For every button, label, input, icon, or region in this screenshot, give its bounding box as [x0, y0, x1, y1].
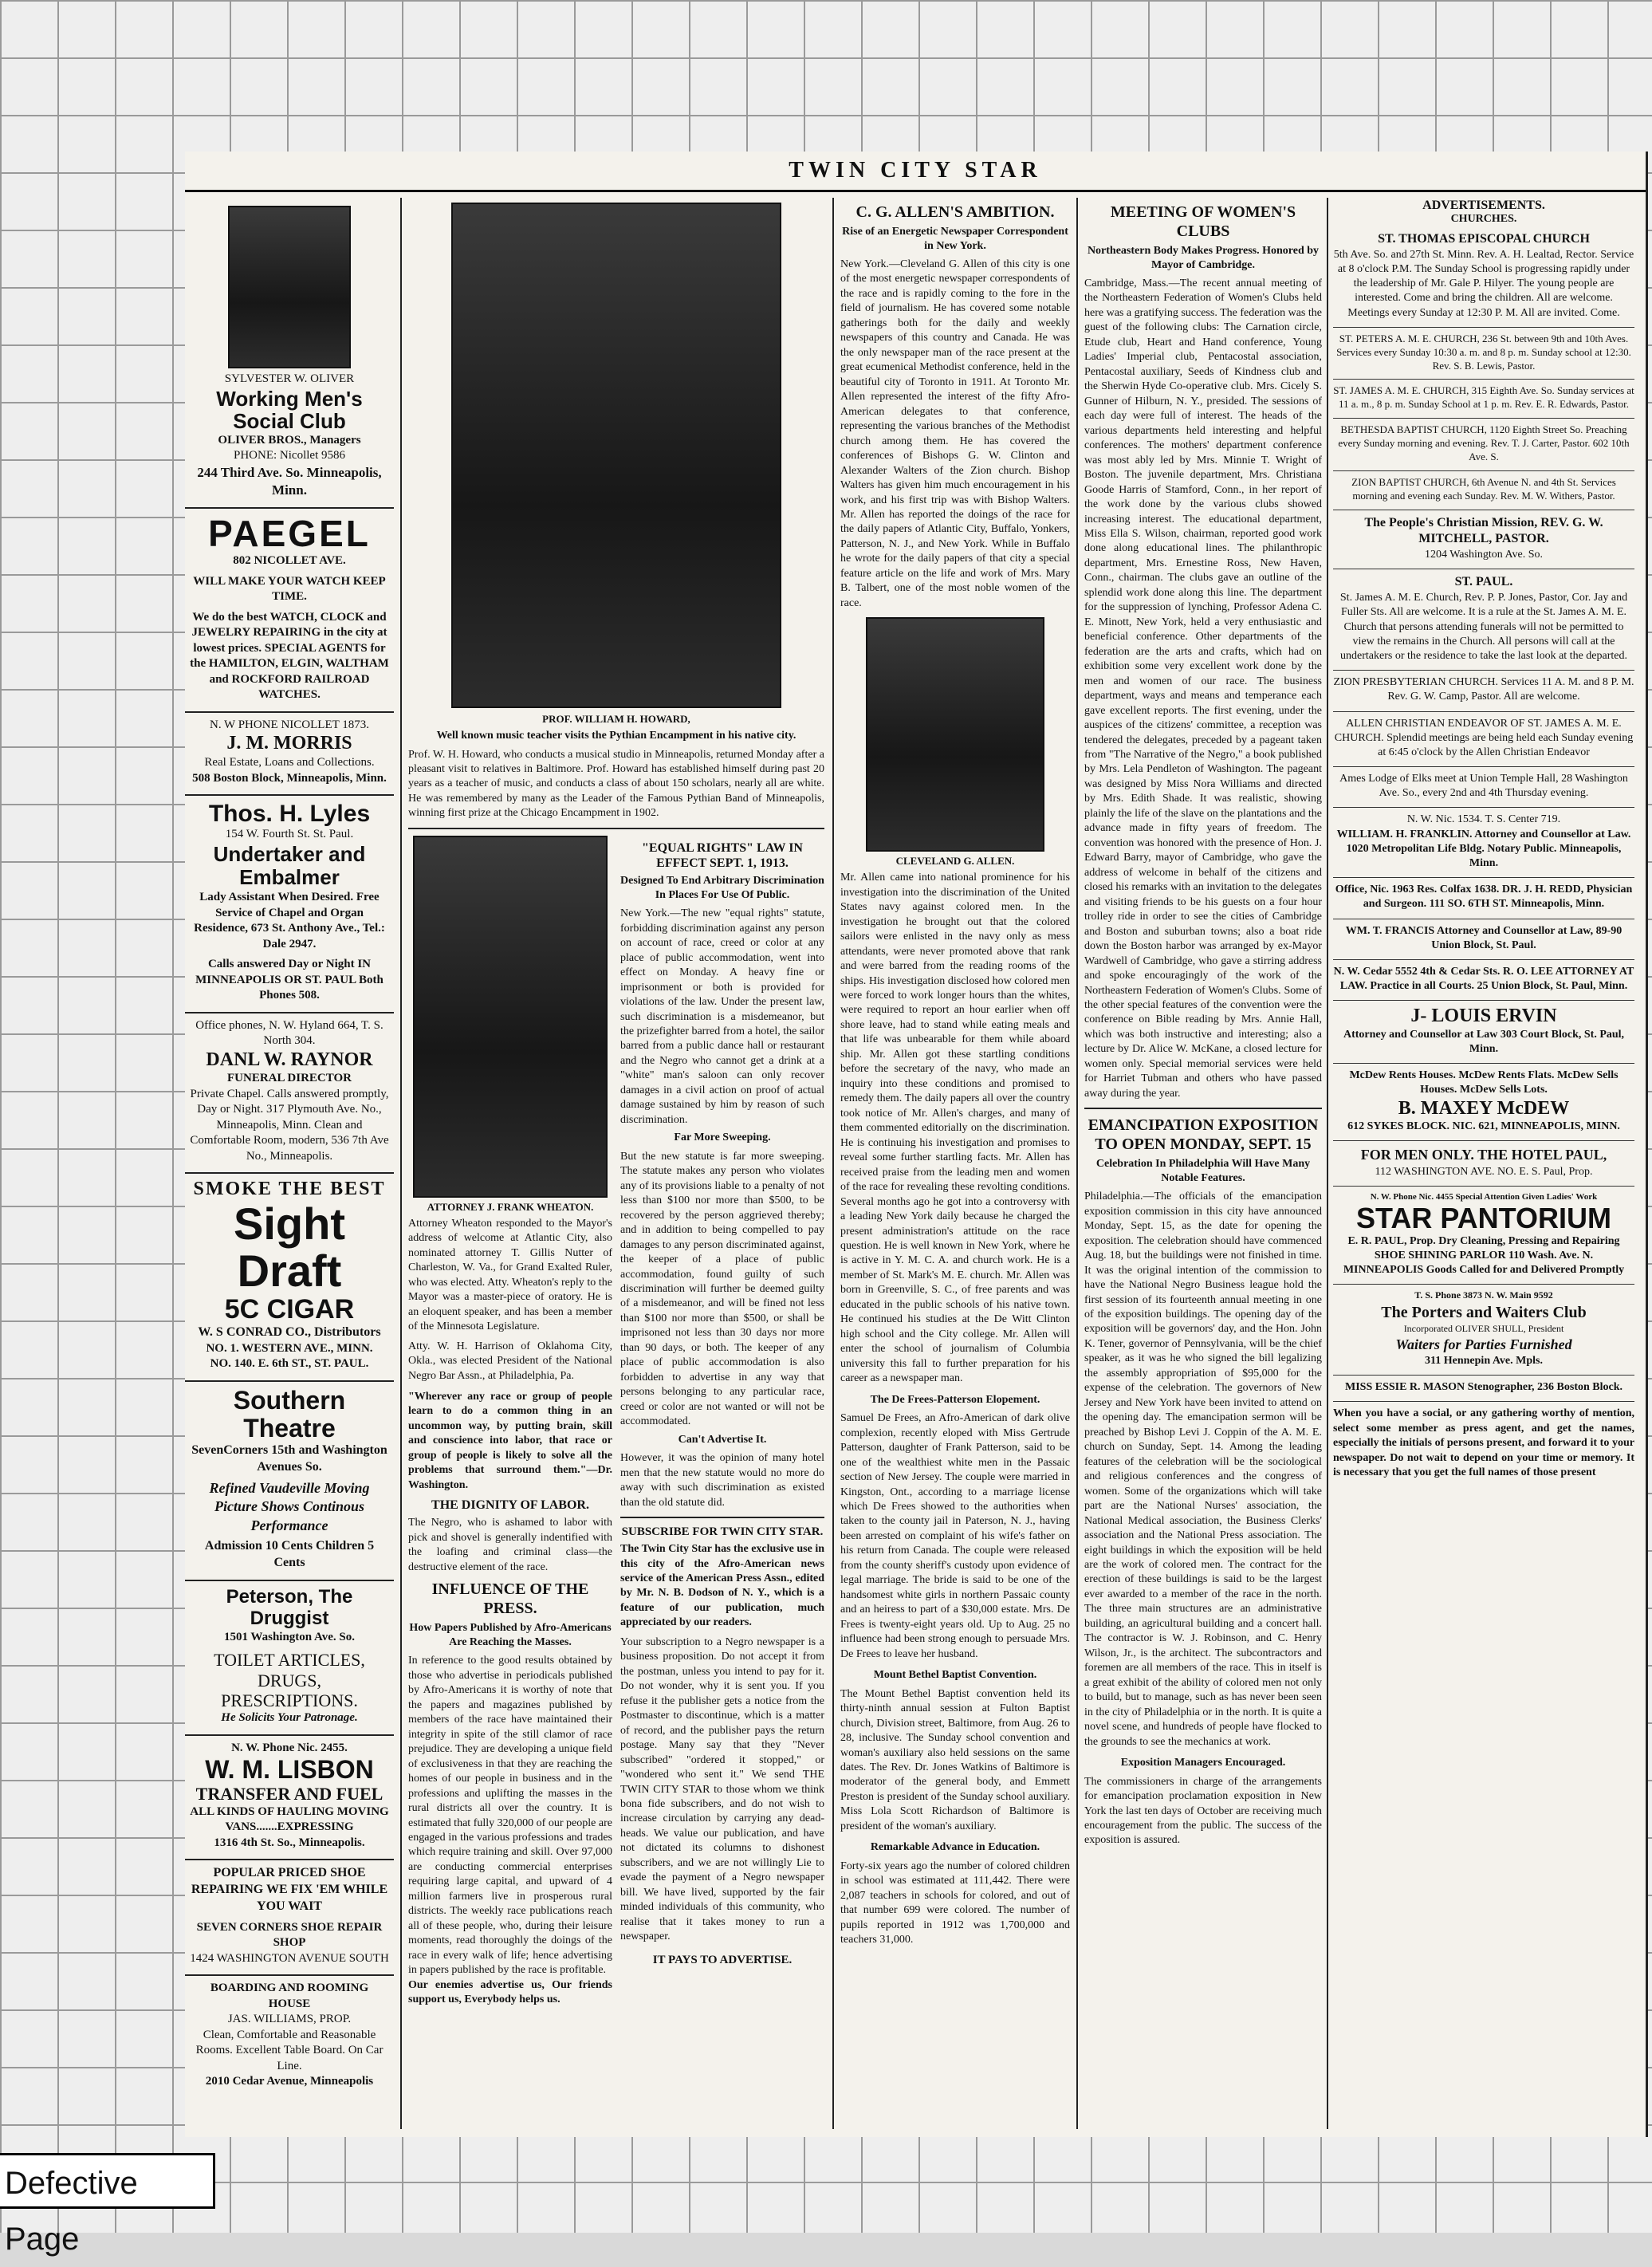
ad-title: W. M. LISBON — [205, 1755, 374, 1785]
ad-address: 508 Boston Block, Minneapolis, Minn. — [192, 771, 387, 785]
ad-theatre — [185, 1382, 394, 1581]
article-body: In reference to the good results obtained by those who advertise in periodicals published by Afro-Americans it is worthy of note that the papers and magazines published by members of the race have maintained their integrity in spite of the still clamor of race prejudice. They are developing a unique field of exclusiveness in that they are reaching the homes of our people in business and in the professions and uplifting the masses in the rural districts all over the country. It is estimated that fully 320,000 of our people are engaged in the various professions and trades which require training and skill. Over 97,000 are conducting commercial enterprises requiring large capital, and upward of 4 million farmers live in prosperous rural districts. The weekly race publications reach all of these people, who, during their leisure moments, read thoroughly the doings of the race in every walk of life; hence advertising in papers published by the race is profitable. — [408, 1655, 612, 1977]
wheaton-photo — [413, 836, 608, 1198]
ad-address: 244 Third Ave. So. Minneapolis, Minn. — [197, 464, 382, 498]
church-listing: ZION BAPTIST CHURCH, 6th Avenue N. and 4th St. Services morning and evening each Sunday. Rev. M. W. Withers, Pastor. — [1333, 476, 1634, 510]
ad-title: J. M. MORRIS — [226, 733, 352, 754]
ad-phone: T. S. Phone 3873 N. W. Main 9592 — [1414, 1289, 1553, 1301]
church-body: 5th Ave. So. and 27th St. Minn. Rev. A. H. Lealtad, Rector. Service at 8 o'clock P.M. The Sunday School is progressing rapidly under the leadership of Mr. Gale P. Hilyer. The young people are interested. Come and bring the children. All are welcome. Meetings every Sunday at 12:30 P. M. All are invited. Come. — [1333, 248, 1634, 319]
ad-lyles — [185, 796, 394, 1013]
ad-morris — [185, 713, 394, 796]
defective-page-label: Defective Page — [0, 2153, 215, 2209]
ad-body: 112 WASHINGTON AVE. NO. E. S. Paul, Prop. — [1375, 1165, 1593, 1178]
ad-address: 612 SYKES BLOCK. NIC. 621, MINNEAPOLIS, MINN. — [1347, 1120, 1620, 1133]
ad-lee: N. W. Cedar 5552 4th & Cedar Sts. R. O. LEE ATTORNEY AT LAW. Practice in all Courts. 25 Union Block, St. Paul, Minn. — [1333, 965, 1634, 1001]
ad-phone: N. W PHONE NICOLLET 1873. — [210, 718, 369, 731]
ad-pantorium — [1333, 1191, 1634, 1285]
ad-tagline: SMOKE THE BEST — [193, 1179, 386, 1200]
article-body: New York.—Cleveland G. Allen of this city is one of the most energetic newspaper correspondents of the race and is rapidly coming to the fore in the field of journalism. He has covered some notable gatherings both for the daily and weekly newspapers of this country and Canada. He was the only newspaper man of the race present at the great ecumenical Methodist conference, held in the beautiful city of Toronto in 1911. At Toronto Mr. Allen represented the interest of the fifty Afro-American delegates to that conference, representing the various branches of the Methodist church among them. He has covered the conferences of Bishops G. W. Clinton and Alexander Walters of the Zion church. Bishop Walters has given him much encouragement in his work, and his first trip was with Bishop Walters. Mr. Allen has reported the doings of the race for the daily papers of Atlantic City, Buffalo, Yonkers, Patterson, N. J., and New York. While in Buffalo he wrote for the daily papers of that city a special feature article on the life and work of Mrs. Mary B. Talbert, one of the most noble women of the race. — [840, 258, 1070, 609]
article-headline: MEETING OF WOMEN'S CLUBS — [1110, 203, 1296, 240]
quote: "Wherever any race or group of people learn to do a common thing in an uncommon way, by putting brain, skill and conscience into labor, that race or group of people is likely to solve all the problems that surround them."—Dr. Washington. — [408, 1391, 612, 1491]
section-heading: CHURCHES. — [1450, 213, 1517, 226]
ad-peterson — [185, 1581, 394, 1736]
newspaper-page — [185, 152, 1648, 2137]
article-body: However, it was the opinion of many hotel men that the new statute would no more do away with such discrimination as existed than the old statute did. — [620, 1452, 824, 1509]
article-subhead: Mount Bethel Baptist Convention. — [873, 1669, 1037, 1682]
article-headline: SUBSCRIBE FOR TWIN CITY STAR. — [621, 1525, 824, 1539]
ad-subtitle: TRANSFER AND FUEL — [195, 1784, 384, 1805]
ad-line: W. S CONRAD CO., Distributors — [198, 1325, 381, 1340]
article-subhead: Exposition Managers Encouraged. — [1120, 1757, 1286, 1769]
ad-body: TOILET ARTICLES, DRUGS, PRESCRIPTIONS. — [214, 1650, 365, 1710]
church-listing: ZION PRESBYTERIAN CHURCH. Services 11 A. M. and 8 P. M. Rev. G. W. Camp, Pastor. All are welcome. — [1333, 675, 1634, 711]
ad-title: BOARDING AND ROOMING HOUSE — [210, 1982, 369, 2010]
ad-phone: N. W. Nic. 1534. T. S. Center 719. — [1406, 813, 1561, 826]
ad-paegel — [185, 509, 394, 713]
article-body: The commissioners in charge of the arrangements for emancipation proclamation exposition in New York the last ten days of October are receiving much encouragement from the public. The success of the exposition is assured. — [1084, 1775, 1322, 1847]
ad-cigar — [185, 1174, 394, 1381]
ad-body: We do the best WATCH, CLOCK and JEWELRY REPAIRING in the city at lowest prices. SPECIAL AGENTS for the HAMILTON, ELGIN, WALTHAM and ROCKFORD RAILROAD WATCHES. — [190, 610, 389, 702]
ad-subtitle: 5C CIGAR — [224, 1293, 355, 1324]
ad-subtitle: Incorporated OLIVER SHULL, President — [1403, 1323, 1564, 1335]
ad-title: PAEGEL — [208, 512, 371, 554]
article-subhead: Celebration In Philadelphia Will Have Many Notable Features. — [1095, 1158, 1311, 1184]
clubs-column — [1084, 198, 1322, 2129]
article-body: Your subscription to a Negro newspaper is a business proposition. Do not accept it from the postman, unless you intend to pay for it. Do not wonder, why it is sent you. If you refuse it the publisher gets a notice from the Postmaster to discontinue, which is a matter of record, and the publisher pays the return postage. Many say that they "Never subscribed" "ordered it stopped," or "wondered who sent it." We send THE TWIN CITY STAR to those whom we think bona fide subscribers, and do not wish to increase circulation by carrying any dead-heads. We value our publication, and have not dictated its columns to dishonest subscribers, and we are not willingly Lie to evade the payment of a Negro newspaper bill. We have lived, supported by the fair minded individuals of this community, who realise that it takes money to run a newspaper. — [620, 1635, 824, 1943]
ad-ervin — [1333, 1006, 1634, 1064]
column-rule — [400, 198, 402, 2129]
article-body: Forty-six years ago the number of colored children in school was estimated at 111,442. There were 2,087 teachers in schools for colored, and out of that number 699 were colored. The number of pupils reported in 1912 was 1,700,000 and teachers 31,000. — [840, 1860, 1070, 1946]
article-subhead: Rise of an Energetic Newspaper Correspondent in New York. — [842, 226, 1068, 252]
ad-franklin — [1333, 813, 1634, 878]
church-listing: BETHESDA BAPTIST CHURCH, 1120 Eighth Street So. Preaching every Sunday morning and evening. Rev. T. J. Carter, Pastor. 602 10th Ave. S. — [1333, 423, 1634, 471]
ad-body: Calls answered Day or Night IN MINNEAPOLIS OR ST. PAUL Both Phones 508. — [195, 958, 384, 1002]
article-body: Philadelphia.—The officials of the emancipation exposition commission in this city have announced Monday, Sept. 15, as the date for opening the exposition. The celebration should have commenced Aug. 18, but the buildings were not finished in time. It was the original intention of the commission to have the National Negro Business league hold the first session of its fourteenth annual meeting in one of the exposition buildings. The opening day of the exposition will be governors' day, and the Hon. John K. Tener, governor of Pennsylvania, will be the chief speaker, as it was he who signed the bill legalizing the assembly appropriation of $95,000 for the expense of the celebration. The governors of New Jersey and New York have been invited to attend on the opening day. The emancipation sermon will be preached by Bishop Levi J. Coppin of the A. M. E. church on Sunday, Sept. 14. Among the leading features of the celebration will be the sociological and religious conferences and the congress of women. Some of the organizations which will take part are the National Nurses' association, the National Medical association, the Business Clerks' association and the National Press association. The eight buildings in which the exposition will be held are the work of colored men. The contract for the erection of these buildings is said to be the largest ever awarded to a member of the race in the north. The three main structures are an administrative building, an agricultural building and a concert hall. The contractor is W. J. Robinson, and C. Henry Wilson, Jr., is the architect. The subcontractors and foremen are all members of the race. This in itself is a great exhibit of the ability of colored men not only to build, but to manage, such as has never been seen in the city of Philadelphia or in the north. It is quite a novel scene, and hundreds of people have flocked to the grounds to see the mechanics at work. — [1084, 1191, 1322, 1748]
church-body: St. James A. M. E. Church, Rev. P. P. Jones, Pastor, Cor. Jay and Fuller Sts. All are welcome. It is a rule at the St. James A. M. E. Church that persons attending funerals will not be permitted to view the remains in the Church. All persons will call at the undertakers or the residence to take the last look at the departed. — [1339, 592, 1628, 662]
article-headline: "EQUAL RIGHTS" LAW IN EFFECT SEPT. 1, 1913. — [642, 840, 803, 871]
ad-subtitle: SEVEN CORNERS SHOE REPAIR SHOP — [196, 1920, 383, 1949]
ad-body: Attorney and Counsellor at Law 303 Court Block, St. Paul, Minn. — [1343, 1028, 1625, 1056]
ad-mason: MISS ESSIE R. MASON Stenographer, 236 Boston Block. — [1333, 1380, 1634, 1402]
ad-address: 2010 Cedar Avenue, Minneapolis — [205, 2075, 374, 2088]
photo-caption: CLEVELAND G. ALLEN. — [895, 855, 1015, 868]
article-body: Samuel De Frees, an Afro-American of dark olive complexion, recently eloped with Miss Gertrude Patterson, daughter of Frank Patterson, said to be one of the wealthiest white men in the Passaic section of New Jersey. The couple were married in Kingston, Ont., according to a marriage license which De Frees showed to the authorities when taken to the county jail in Paterson, N. J., having been arrested on complaint of his wife's father on his return from Canada. The couple were released from the county sheriff's custody upon evidence of legal marriage. The bride is said to be one of the handsomest white girls in northern Passaic county and an heiress to part of a $30,000 estate. Mrs. De Frees is twenty-eight years old. Up to Aug. 25 no influence had been strong enough to persuade Mrs. De Frees to leave her husband. — [840, 1412, 1070, 1660]
article-headline: IT PAYS TO ADVERTISE. — [652, 1953, 793, 1966]
church-title: ST. THOMAS EPISCOPAL CHURCH — [1378, 231, 1590, 246]
ad-body: Private Chapel. Calls answered promptly, Day or Night. 317 Plymouth Ave. No., Minneapolis, Minn. Clean and Comfortable Room, modern, 536 7th Ave No., Minneapolis. — [190, 1087, 389, 1163]
ad-phone: N. W. Phone Nic. 2455. — [231, 1741, 348, 1754]
article-body: Mr. Allen came into national prominence for his investigation into the discrimination of the United States navy against colored men. In the investigation he brought out that the colored sailors were enlisted in the navy only as mess attendants, were never promoted above that rank and were barred from the reading rooms of the ships. His investigation disclosed how colored men were forced to work longer hours than the whites, were required to report an hour earlier when off shore leave, had to stand while eating meals and that life was unbearable for them while aboard ship. Mr. Allen got these startling conditions before the secretary of the navy, who made an inquiry into these conditions and promised to remedy them. The daily papers all over the country took notice of Mr. Allen's charges, and many of them commented editorially on the discrimination. He is continuing his investigation and promises to reveal some further startling facts. Mr. Allen has received praise from the leading men and women of the race for revealing these revolting conditions. Several months ago he got into a controversy with a leading New York daily because he charged the present administration's attitude on the race question. He is well known in New York, where he is active in Y. M. C. A. and church work. He is a member of St. Mark's M. E. church. Mr. Allen was born in Greenville, S. C., of free parents and was educated in the public schools of his native town. He continued his studies at the De Witt Clinton high school and the City college. Mr. Allen will enter the school of journalism of Columbia university this fall to further preparation for his career as a newspaper man. — [840, 872, 1070, 1385]
article-body: The Negro, who is ashamed to labor with pick and shovel is generally indentified with the loafing and criminal class—the destructive element of the race. — [408, 1517, 612, 1573]
ad-address: 311 Hennepin Ave. Mpls. — [1425, 1355, 1543, 1368]
ad-body: McDew Rents Houses. McDew Rents Flats. McDew Sells Houses. McDew Sells Lots. — [1349, 1069, 1619, 1096]
directory-column — [1333, 198, 1634, 2129]
ad-body: ALL KINDS OF HAULING MOVING VANS.......EXPRESSING — [190, 1805, 389, 1834]
ad-subtitle: SevenCorners 15th and Washington Avenues So. — [191, 1443, 387, 1474]
church-listing: ALLEN CHRISTIAN ENDEAVOR OF ST. JAMES A. M. E. CHURCH. Splendid meetings are being held each Sunday evening at 6:45 o'clock by the Allen Christian Endeavor — [1333, 717, 1634, 768]
church-listing — [1333, 231, 1634, 328]
ad-lisbon — [185, 1736, 394, 1860]
ad-title: POPULAR PRICED SHOE REPAIRING WE FIX 'EM WHILE YOU WAIT — [191, 1866, 388, 1913]
church-title: The People's Christian Mission, REV. G. W. MITCHELL, PASTOR. — [1364, 515, 1603, 546]
column-rule — [832, 198, 834, 2129]
portrait-photo — [228, 206, 351, 368]
article-subhead: Northeastern Body Makes Progress. Honored by Mayor of Cambridge. — [1087, 245, 1320, 271]
ad-line: JAS. WILLIAMS, PROP. — [227, 2013, 352, 2025]
ad-title: Working Men's Social Club — [216, 386, 363, 434]
ad-title: Thos. H. Lyles — [208, 801, 371, 828]
ad-tagline: WILL MAKE YOUR WATCH KEEP TIME. — [193, 574, 386, 604]
ad-subtitle: Undertaker and Embalmer — [213, 841, 366, 890]
photo-caption: ATTORNEY J. FRANK WHEATON. — [427, 1200, 594, 1213]
church-listing — [1333, 515, 1634, 570]
article-subhead: Remarkable Advance in Education. — [870, 1841, 1040, 1854]
article-body: Our enemies advertise us, Our friends support us, Everybody helps us. — [408, 1978, 612, 2006]
photo-caption: SYLVESTER W. OLIVER — [224, 372, 355, 385]
ad-title: Sight Draft — [234, 1198, 345, 1296]
article-subhead: Designed To End Arbitrary Discrimination In Places For Use Of Public. — [620, 875, 824, 901]
article-body: Atty. W. H. Harrison of Oklahoma City, Okla., was elected President of the National Negro Bar Assn., at Philadelphia, Pa. — [408, 1340, 612, 1382]
ad-line: PHONE: Nicollet 9586 — [234, 449, 345, 462]
ad-title: DANL W. RAYNOR — [206, 1049, 373, 1070]
ad-line: Real Estate, Loans and Collections. — [204, 756, 375, 769]
ad-address: 1316 4th St. So., Minneapolis. — [214, 1836, 365, 1849]
ad-title: The Porters and Waiters Club — [1381, 1304, 1587, 1322]
howard-photo — [451, 203, 781, 708]
ad-boarding — [185, 1976, 394, 2098]
ad-porters-club — [1333, 1289, 1634, 1376]
ad-body: WILLIAM. H. FRANKLIN. Attorney and Counsellor at Law. 1020 Metropolitan Life Bldg. Notary Public. Minneapolis, Minn. — [1336, 828, 1631, 870]
article-headline: THE DIGNITY OF LABOR. — [431, 1498, 589, 1513]
article-subhead: Can't Advertise It. — [678, 1433, 767, 1446]
ad-phone: N. W. Phone Nic. 4455 Special Attention Given Ladies' Work — [1370, 1192, 1598, 1202]
ad-address: 154 W. Fourth St. St. Paul. — [225, 828, 354, 841]
ad-title: FOR MEN ONLY. THE HOTEL PAUL, — [1360, 1147, 1607, 1163]
article-subhead: The De Frees-Patterson Elopement. — [870, 1393, 1040, 1406]
ad-francis: WM. T. FRANCIS Attorney and Counsellor at Law, 89-90 Union Block, St. Paul. — [1333, 924, 1634, 960]
article-body: New York.—The new "equal rights" statute, forbidding discrimination against any person on account of race, creed or color at any place of public accommodation, went into effect on Monday. A heavy fine or imprisonment or both is provided for violations of the law. Under the present law, such discrimination is a misdemeanor, but the prizefighter barred from a hotel, the sailor barred from a public dance hall or restaurant and the Negro who cannot get a drink at a "white" man's saloon can only recover damages in a civil action on proof of actual damage sustained by him by reason of such discrimination. — [620, 907, 824, 1126]
notice-body: When you have a social, or any gathering worthy of mention, select some member as press agent, and get the names, especially the initials of persons present, and forward it to your newspaper. Do not wait to depend on your time or memory. It is necessary that you get the full names of those present — [1333, 1407, 1634, 1479]
ad-body: Refined Vaudeville Moving Picture Shows Continous Performance — [209, 1479, 370, 1533]
ad-body: Waiters for Parties Furnished — [1395, 1336, 1572, 1352]
allen-photo — [866, 617, 1044, 852]
ad-address: NO. 140. E. 6th ST., ST. PAUL. — [210, 1357, 369, 1371]
lodge-listing: Ames Lodge of Elks meet at Union Temple Hall, 28 Washington Ave. So., every 2nd and 4th Thursday evening. — [1333, 772, 1634, 808]
church-title: ST. PAUL. — [1454, 575, 1513, 589]
column-rule — [1076, 198, 1078, 2129]
ad-body: Lady Assistant When Desired. Free Service of Chapel and Organ Residence, 673 St. Anthony Ave., Tel.: Dale 2947. — [194, 891, 385, 950]
article-subhead: Well known music teacher visits the Pythian Encampment in his native city. — [436, 730, 796, 742]
article-subhead: How Papers Published by Afro-Americans Are Reaching the Masses. — [409, 1622, 612, 1648]
allen-column — [840, 198, 1070, 2129]
church-listing: ST. JAMES A. M. E. CHURCH, 315 Eighth Ave. So. Sunday services at 11 a. m., 8 p. m. Sunday School at 1 p. m. Rev. E. R. Edwards, Pastor. — [1333, 384, 1634, 419]
article-body: The Twin City Star has the exclusive use in this city of the Afro-American news service of the American Press Assn., edited by Mr. N. B. Dodson of N. Y., which is a feature of our publication, much appreciated by our readers. — [620, 1543, 824, 1629]
ad-mcdew — [1333, 1069, 1634, 1141]
ad-title: J- LOUIS ERVIN — [1410, 1006, 1557, 1027]
article-body: Cambridge, Mass.—The recent annual meeting of the Northeastern Federation of Women's Clubs held here was a gratifying success. The federation was the guest of the following clubs: The Carnation circle, Etude club, Heart and Hand conference, Young Ladies' Imperial club, Pentacostal association, Pentacostal auxiliary, Seeds of Kindness club and the Sherwin Hyde Co-operative club. Mrs. Cicely S. Gunner of Hilburn, N. Y., presided. The sessions of each day were full of interest. The heads of the various departments held interesting and helpful conferences. The mothers' department conference was most ably led by Mrs. Minnie T. Wright of Boston. The juvenile department, Mrs. Christiana Goode Harris of Stamford, Conn., in her report of the work done by the various clubs showed increasing interest. The educational department, Miss Ella S. Wilson, chairman, reported good work done along educational lines. The philanthropic department, Mrs. Ernestine Ross, New Haven, Conn., chairman. The clubs gave an outline of the splendid work done along this line. The department for the suppression of lynching, Professor Adena C. E. Minott, New York, held a very enthusiastic and beneficial conference. Other departments of the federation are the arts and crafts, which had on exhibition some very excellent work done by the men and women of our race. The business department, ways and means and temperance each gave excellent reports. The first evening, under the auspices of the citizens' committee, a reception was tendered the delegates, preceded by a pageant taken from "The Narrative of the Negro," a book published by Mrs. Lela Pendleton of Washington. The pageant was designed by Miss Nora Williams and directed by Mrs. Edith Shade. It was realistic, showing plainly the life of the slave on the plantations and the advance made in fifty years of freedom. The convention was honored with the presence of Hon. J. Edward Barry, mayor of Cambridge, who gave the address of welcome in behalf of the citizens and closed his remarks with an invitation to the delegates and visiting friends to be his guests on a four hour trolley ride in order to see the cities of Cambridge and Boston and suburban towns; also a boat ride down the Boston harbor was arranged by ex-Mayor Wardwell of Cambridge, who gave a stirring address and spoke encouragingly of the work of the Northeastern Federation of Women's Clubs. Some of the other special features of the convention were the conference on Bible reading by Mrs. Annie Hall, which was both instructive and interesting; also a lecture by Dr. Alice W. McKane, a closed lecture for women only. Special memorial services were held for Harriet Tubman and others who have passed away during the year. — [1084, 277, 1322, 1100]
ad-address: 1501 Washington Ave. So. — [223, 1630, 356, 1643]
ads-column — [185, 198, 394, 2129]
ad-address: NO. 1. WESTERN AVE., MINN. — [206, 1341, 373, 1355]
article-headline: C. G. ALLEN'S AMBITION. — [856, 203, 1055, 221]
column-rule — [1327, 198, 1328, 2129]
ad-body: Admission 10 Cents Children 5 Cents — [204, 1538, 375, 1569]
masthead-rule — [185, 190, 1646, 192]
right-subcolumn — [620, 836, 824, 2008]
ad-redd: Office, Nic. 1963 Res. Colfax 1638. DR. J. H. REDD, Physician and Surgeon. 111 SO. 6TH ST. Minneapolis, Minn. — [1333, 883, 1634, 919]
ad-address: 802 NICOLLET AVE. — [233, 554, 346, 568]
ad-subtitle: FUNERAL DIRECTOR — [227, 1072, 352, 1085]
church-listing: ST. PETERS A. M. E. CHURCH, 236 St. between 9th and 10th Aves. Services every Sunday 10:30 a. m. and 8 p. m. Sunday school at 12:30. Rev. S. B. Lewis, Pastor. — [1333, 333, 1634, 380]
ad-shoe-repair — [185, 1860, 394, 1976]
ad-title: Peterson, The Druggist — [226, 1585, 353, 1630]
article-body: Attorney Wheaton responded to the Mayor's address of welcome at Atlantic City, also nominated attorney T. Gillis Nutter of Charleston, W. Va., for Grand Exalted Ruler, who was elected. Atty. Wheaton's reply to the Mayor was a master-piece of oratory. He is an eloquent speaker, and has been a member of the Minnesota Legislature. — [408, 1217, 612, 1333]
church-listing — [1333, 574, 1634, 671]
masthead: TWIN CITY STAR — [789, 158, 1042, 183]
article-body: The Mount Bethel Baptist convention held its thirty-ninth annual session at Fulton Baptist church, Division street, Baltimore, from Aug. 26 to 28, inclusive. The Sunday school convention and woman's auxiliary also held sessions on the same dates. The Rev. Dr. Jones Watkins of Baltimore is moderator of the general body, and Emmett Preston is president of the Sunday school auxiliary. Miss Lola Scott Richardson of Baltimore is president of the woman's auxiliary. — [840, 1687, 1070, 1832]
article-body: Prof. W. H. Howard, who conducts a musical studio in Minneapolis, returned Monday after a pleasant visit to relatives in Baltimore. Prof. Howard has established himself during past 20 years as a teacher of music, and conducts a class of about 150 scholars, nearly all are white. He was remembered by many as the Leader of the Famous Pythian Band of Minneapolis, winning first prize at the Chicago Encampment in 1902. — [408, 748, 824, 820]
article-body: But the new statute is far more sweeping. The statute makes any person who violates any of its provisions liable to a penalty of not less than $100 nor more than $500, to be recovered by the person aggrieved thereby; and in addition to being compelled to pay damages to any person discriminated against, the keeper of a place of public accommodation, found guilty of such discrimination will further be deemed guilty of a misdemeanor, and will be fined not less than $100 nor more than $500, or shall be imprisoned not less than 30 days nor more than 90 days, or both. The keeper of any place of public accommodation is also forbidden to advertise in any way that persons belonging to any particular race, creed or color are not wanted or will not be accommodated. — [620, 1150, 824, 1428]
photo-caption: PROF. WILLIAM H. HOWARD, — [542, 713, 690, 725]
feature-column — [408, 198, 824, 2129]
ad-line: OLIVER BROS., Managers — [218, 433, 361, 447]
ad-social-club — [185, 198, 394, 509]
church-address: 1204 Washington Ave. So. — [1424, 549, 1544, 561]
ad-raynor — [185, 1013, 394, 1175]
article-headline: EMANCIPATION EXPOSITION TO OPEN MONDAY, SEPT. 15 — [1088, 1116, 1319, 1154]
ad-hotel-paul — [1333, 1146, 1634, 1187]
ad-address: 1424 WASHINGTON AVENUE SOUTH — [190, 1951, 389, 1965]
article-headline: INFLUENCE OF THE PRESS. — [431, 1580, 589, 1618]
ad-tagline: He Solicits Your Patronage. — [221, 1711, 358, 1725]
ad-body: E. R. PAUL, Prop. Dry Cleaning, Pressing and Repairing SHOE SHINING PARLOR 110 Wash. Ave. N. MINNEAPOLIS Goods Called for and Delivered Promptly — [1343, 1234, 1625, 1277]
article-subhead: Far More Sweeping. — [674, 1132, 771, 1144]
ad-title: STAR PANTORIUM — [1356, 1202, 1611, 1235]
section-heading: ADVERTISEMENTS. — [1422, 199, 1545, 212]
ad-title: Southern Theatre — [233, 1385, 346, 1442]
ad-title: B. MAXEY McDEW — [1398, 1097, 1570, 1119]
left-subcolumn — [408, 836, 612, 2008]
ad-phone: Office phones, N. W. Hyland 664, T. S. North 304. — [195, 1018, 384, 1048]
ad-body: Clean, Comfortable and Reasonable Rooms. Excellent Table Board. On Car Line. — [195, 2028, 384, 2072]
